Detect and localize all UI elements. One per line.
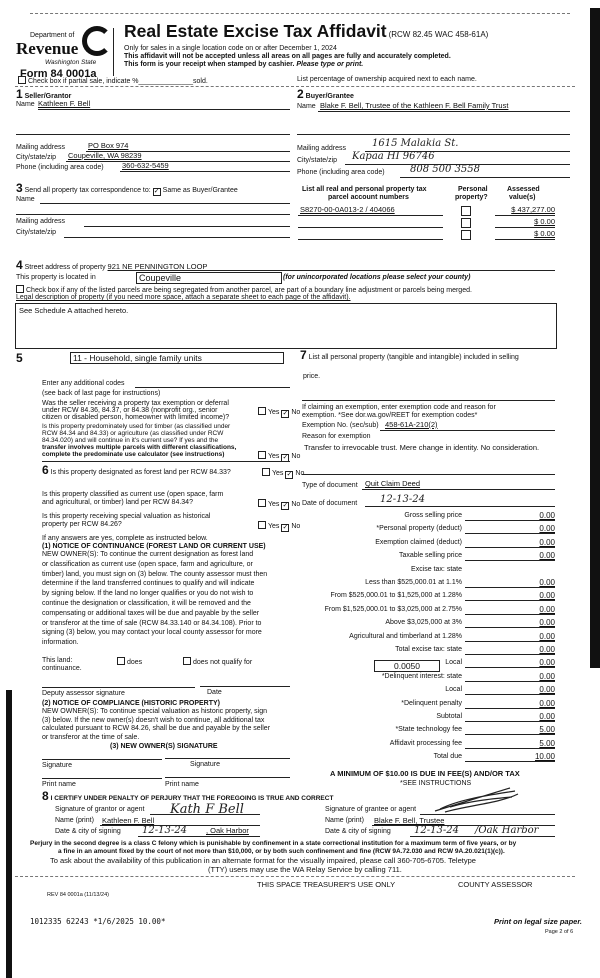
land-use-code-select[interactable]: 11 - Household, single family units	[70, 352, 284, 364]
buyer-city-label: City/state/zip	[297, 157, 338, 164]
grantor-name[interactable]: Kathleen F. Bell	[102, 816, 155, 825]
form-revision: REV 84 0001a (11/13/24)	[47, 892, 109, 898]
recording-stamp: 1012335 62243 *1/6/2025 10.00*	[30, 917, 166, 926]
seller-phone[interactable]: 360-632-5459	[122, 161, 169, 170]
header-divider	[113, 28, 114, 76]
deputy-signature-label: Deputy assessor signature	[42, 690, 125, 697]
tax-row-label: Agricultural and timberland at 1.28%	[349, 632, 462, 640]
tax-row-label: *Delinquent penalty	[401, 699, 462, 707]
document-type[interactable]: Quit Claim Deed	[365, 479, 421, 488]
grantor-date[interactable]: 12-13-24	[142, 825, 187, 836]
tax-row-label: Taxable selling price	[398, 552, 462, 560]
buyer-mail-label: Mailing address	[297, 145, 347, 152]
divider	[15, 86, 575, 87]
q2-no-checkbox[interactable]: ✓	[282, 454, 289, 461]
document-date[interactable]: 12-13-24	[380, 494, 425, 505]
local-rate-field[interactable]: 0.0050	[374, 660, 440, 672]
see-back-note: (see back of last page for instructions)	[42, 390, 161, 397]
current-use-yes-checkbox[interactable]	[258, 499, 266, 507]
perjury-warning: Perjury in the second degree is a class C felony which is punishable by confinement in a state correctional institution for a maximum term of five years, or by	[30, 840, 517, 847]
tax-row-label: Local	[445, 659, 462, 667]
historic-yes-checkbox[interactable]	[258, 521, 266, 529]
exemption-number[interactable]: 458-61A-210(2)	[385, 420, 438, 429]
same-as-buyer-checkbox[interactable]: ✓	[153, 188, 160, 195]
grantee-signature-label: Signature of grantee or agent	[325, 806, 417, 813]
parcel-number[interactable]: S8270-00-0A013-2 / 404066	[300, 205, 395, 214]
correspondence-heading: 3 Send all property tax correspondence to: ✓ Same as Buyer/Grantee	[16, 181, 238, 195]
seller-mail-label: Mailing address	[16, 144, 66, 151]
paragraph-line: information.	[42, 639, 79, 647]
q1-line: under RCW 84.36, 84.37, or 84.38 (nonprofit org., senior	[42, 407, 218, 414]
paragraph-line: determine if the land transferred continues to qualify and will indicate	[42, 580, 255, 588]
tax-row-value[interactable]: 10.00	[534, 752, 555, 762]
form-title: Real Estate Excise Tax Affidavit (RCW 82.45 WAC 458-61A)	[124, 21, 489, 41]
q3-yes-no: Yes ✓ No	[262, 468, 304, 479]
legal-description-field[interactable]: See Schedule A attached hereto.	[15, 303, 557, 349]
corr-city-label: City/state/zip	[16, 229, 57, 236]
tax-row-value[interactable]: 0.00	[539, 524, 555, 534]
q1-yes-checkbox[interactable]	[258, 407, 266, 415]
print-name-label: Print name	[165, 781, 199, 788]
seller-name-label: Name	[16, 101, 35, 108]
grantor-signature[interactable]: Kath F Bell	[170, 802, 244, 817]
accessibility-note: (TTY) users may use the WA Relay Service by calling 711.	[208, 865, 402, 874]
this-land-label: This land:	[42, 657, 73, 664]
parcel-col-header: List all real and personal property tax	[302, 186, 427, 193]
header-line3: This form is your receipt when stamped by cashier. Please type or print.	[124, 61, 364, 68]
tax-row-value[interactable]: 0.00	[539, 591, 555, 601]
tax-row-value[interactable]: 0.00	[539, 511, 555, 520]
seller-mailing-address[interactable]: PO Box 974	[88, 141, 129, 150]
tax-row-label: Excise tax: state	[411, 565, 462, 573]
paragraph-line: compensating or additional taxes will be due and payable by the seller	[42, 609, 260, 617]
paragraph-line: timber) land, you must sign on (3) below. The county assessor must then	[42, 570, 268, 578]
forest-no-checkbox[interactable]: ✓	[286, 471, 293, 478]
certify-heading: 8 I CERTIFY UNDER PENALTY OF PERJURY THAT THE FOREGOING IS TRUE AND CORRECT	[42, 789, 334, 803]
seller-heading: 1 Seller/Grantor	[16, 87, 72, 101]
located-label: This property is located in	[16, 274, 96, 281]
signature-label: Signature	[42, 762, 72, 769]
minimum-due-note: A MINIMUM OF $10.00 IS DUE IN FEE(S) AND/OR TAX	[330, 769, 520, 778]
tax-row-value[interactable]: 0.00	[539, 671, 555, 681]
q2-line: 84.34.020) and will continue in it's current use? If yes and the	[42, 437, 219, 444]
personal-col-header: Personal	[458, 186, 488, 193]
q4-yes-no: Yes ✓ No	[258, 499, 300, 510]
treasurer-use-label: THIS SPACE TREASURER'S USE ONLY	[257, 880, 396, 889]
historic-question: Is this property receiving special valuation as historical	[42, 513, 211, 520]
tax-row-label: From $1,525,000.01 to $3,025,000 at 2.75%	[324, 605, 462, 613]
does-checkbox[interactable]: does	[117, 657, 142, 667]
grantee-name[interactable]: Blake F. Bell, Trustee	[374, 816, 445, 825]
assessed-col-header: Assessed	[507, 186, 540, 193]
county-assessor-label: COUNTY ASSESSOR	[458, 880, 533, 889]
header-line2: This affidavit will not be accepted unless all areas on all pages are fully and accurately completed.	[124, 53, 451, 60]
segregated-checkbox[interactable]: Check box if any of the listed parcels are being segregated from another parcel, are part of a boundary line adjustment or parcels being merged.	[16, 285, 472, 295]
does-not-checkbox[interactable]: does not qualify for	[183, 657, 252, 667]
tax-row-value[interactable]: 0.00	[539, 604, 555, 614]
tax-row-label: *Delinquent interest: state	[381, 672, 462, 680]
exemption-number-label: Exemption No. (sec/sub)	[302, 422, 379, 429]
if-yes-note: If any answers are yes, complete as instructed below.	[42, 535, 208, 542]
location-select[interactable]: Coupeville	[136, 272, 282, 284]
q1-line: Was the seller receiving a property tax exemption or deferral	[42, 400, 229, 407]
ownership-note: List percentage of ownership acquired next to each name.	[297, 76, 477, 83]
paragraph-line: calculated pursuant to RCW 84.26, shall be due and payable by the seller	[42, 725, 271, 732]
personal-property-field[interactable]	[302, 400, 555, 401]
document-type-label: Type of document	[302, 482, 358, 489]
located-note: (for unincorporated locations please select your county)	[283, 274, 471, 281]
notice-continuance-heading: (1) NOTICE OF CONTINUANCE (FOREST LAND OR CURRENT USE)	[42, 543, 266, 550]
q2-yes-no: Yes ✓ No	[258, 451, 300, 462]
buyer-mailing-address[interactable]: 1615 Malakia St.	[372, 138, 459, 149]
tax-row-label: Exemption claimed (deduct)	[375, 538, 462, 546]
personal-property-checkbox[interactable]	[461, 230, 473, 242]
logo-revenue-text: Revenue	[16, 39, 79, 58]
tax-row-label: Affidavit processing fee	[389, 739, 462, 747]
tax-row-value[interactable]: 0.00	[539, 631, 555, 641]
tax-row-value[interactable]: 0.00	[539, 618, 555, 628]
property-street: 4 Street address of property 921 NE PENNINGTON LOOP	[16, 258, 208, 272]
tax-row-value[interactable]: 0.00	[539, 551, 555, 561]
paragraph-line: or transferor at the time of sale.	[42, 733, 140, 741]
page-number: Page 2 of 6	[545, 929, 574, 935]
seller-city[interactable]: Coupeville, WA 98239	[68, 151, 142, 160]
q5-yes-no: Yes ✓ No	[258, 521, 300, 532]
grantor-name-label: Name (print)	[55, 817, 94, 824]
assessed-col-header: value(s)	[509, 194, 536, 201]
legal-label: Legal description of property (if you need more space, attach a separate sheet to each page of the affidavit).	[16, 294, 351, 301]
tax-row-label: Less than $525,000.01 at 1.1%	[365, 579, 462, 586]
print-name-label: Print name	[42, 781, 76, 788]
assessed-value[interactable]: $ 0.00	[534, 217, 555, 226]
logo-dept-text: Department of	[30, 32, 75, 39]
grantee-city[interactable]: /Oak Harbor	[475, 825, 539, 836]
tax-row-label: Subtotal	[436, 713, 462, 720]
seller-phone-label: Phone (including area code)	[16, 164, 104, 171]
personal-col-header: property?	[455, 194, 488, 201]
grantor-date-label: Date & city of signing	[55, 828, 121, 835]
personal-property-checkbox[interactable]	[461, 206, 473, 218]
tax-row-label: *Personal property (deduct)	[376, 525, 462, 533]
assessed-value[interactable]: $ 0.00	[534, 229, 555, 238]
document-date-label: Date of document	[302, 500, 358, 507]
form-number: Form 84 0001a	[20, 68, 97, 80]
tax-row-label: Total due	[433, 753, 462, 761]
continuance-label: continuance.	[42, 665, 82, 672]
tax-row-value[interactable]: 5.00	[539, 725, 555, 735]
q2-line: RCW 84.34 and 84.33) or agriculture (as classified under RCW	[42, 430, 224, 437]
scan-edge-left	[6, 690, 12, 978]
paragraph-line: continue the designation or classification, it will be removed and the	[42, 600, 251, 607]
scan-edge-right	[590, 8, 600, 668]
q2-line: transfer involves multiple parcels with different classifications,	[42, 444, 237, 451]
q2-line: complete the predominate use calculator (see instructions)	[42, 451, 225, 458]
buyer-name[interactable]: Blake F. Bell, Trustee of the Kathleen F. Bell Family Trust	[320, 101, 509, 110]
buyer-phone-label: Phone (including area code)	[297, 169, 385, 176]
grantee-date-label: Date & city of signing	[325, 828, 391, 835]
personal-property-heading: 7 List all personal property (tangible and intangible) included in selling	[300, 348, 519, 362]
grantee-date[interactable]: 12-13-24	[414, 825, 459, 836]
buyer-phone[interactable]: 808 500 3558	[410, 164, 480, 175]
claim-exemption-note: exemption. *See dor.wa.gov/REET for exemption codes*	[302, 412, 478, 419]
tax-row-label: From $525,000.01 to $1,525,000 at 1.28%	[330, 592, 462, 600]
grantee-name-label: Name (print)	[325, 817, 364, 824]
tax-row-value[interactable]: 0.00	[539, 537, 555, 547]
tax-row-value[interactable]: 0.00	[539, 578, 555, 587]
tax-row-value[interactable]: 0.00	[539, 645, 555, 654]
q1-no-checkbox[interactable]: ✓	[282, 410, 289, 417]
q1-yes-no: Yes ✓ No	[258, 407, 300, 418]
tax-row-label: Total excise tax: state	[395, 646, 462, 653]
corr-mail-label: Mailing address	[16, 218, 66, 225]
additional-codes-field[interactable]	[135, 387, 290, 388]
forest-question: 6 Is this property designated as forest land per RCW 84.33?	[42, 463, 231, 477]
tax-row-value[interactable]: 5.00	[539, 738, 555, 748]
perjury-warning: a fine in an amount fixed by the court of not more than $10,000, or by both such confinement and fine (RCW 9A.72.030 and RCW 9A.20.021(1)(c)).	[58, 848, 505, 855]
tax-row-label: *State technology fee	[395, 726, 462, 734]
personal-property-checkbox[interactable]	[461, 218, 473, 230]
grantor-city[interactable]: , Oak Harbor	[206, 826, 249, 835]
signature-label: Signature	[190, 761, 220, 768]
parcel-col-header: parcel account numbers	[328, 194, 409, 201]
seller-name[interactable]: Kathleen F. Bell	[38, 99, 91, 108]
additional-codes-label: Enter any additional codes	[42, 380, 125, 387]
paragraph-line: or transferor at the time of sale (RCW 84.33.140 or 84.34.108). Prior to	[42, 619, 262, 627]
paragraph-line: signing (3) below, you may contact your local county assessor for more	[42, 629, 262, 637]
scan-line-top	[30, 13, 570, 14]
seller-city-label: City/state/zip	[16, 154, 57, 161]
buyer-name-label: Name	[297, 103, 316, 110]
logo-state-text: Washington State	[45, 59, 97, 66]
tax-row-value[interactable]: 0.00	[539, 698, 555, 708]
legal-paper-note: Print on legal size paper.	[494, 917, 582, 926]
q2-line: Is this property predominately used for timber (as classified under	[42, 423, 231, 430]
buyer-city[interactable]: Kapaa HI 96746	[352, 151, 435, 162]
paragraph-line: NEW OWNER(S): To continue the current designation as forest land	[42, 551, 254, 558]
grantor-signature-label: Signature of grantor or agent	[55, 806, 145, 813]
revenue-logo-icon	[82, 26, 112, 56]
claim-exemption-note: If claiming an exemption, enter exemption code and reason for	[302, 404, 496, 411]
see-instructions-note: *SEE INSTRUCTIONS	[400, 780, 472, 787]
current-use-question: Is this property classified as current use (open space, farm	[42, 491, 224, 498]
assessed-value[interactable]: $ 437,277.00	[511, 205, 555, 214]
paragraph-line: by signing below. If the land no longer qualifies or you do not wish to	[42, 590, 254, 598]
tax-row-label: Local	[445, 686, 462, 694]
historic-no-checkbox[interactable]: ✓	[282, 524, 289, 531]
new-owner-signature-heading: (3) NEW OWNER(S) SIGNATURE	[110, 743, 218, 750]
exemption-reason-label: Reason for exemption	[302, 433, 371, 440]
historic-question: property per RCW 84.26?	[42, 521, 122, 528]
section5-number: 5	[16, 351, 23, 365]
grantee-signature[interactable]	[430, 785, 520, 815]
current-use-no-checkbox[interactable]: ✓	[282, 502, 289, 509]
tax-row-value[interactable]: 0.00	[539, 685, 555, 695]
personal-property-heading-2: price.	[303, 373, 321, 380]
q1-line: citizen or disabled person, homeowner with limited income)?	[42, 414, 230, 421]
accessibility-note: To ask about the availability of this publication in an alternate format for the visually impaired, please call 360-705-6705. Teletype	[50, 856, 476, 865]
paragraph-line: (3) below. If the new owner(s) doesn't wish to continue, all additional tax	[42, 716, 265, 724]
exemption-reason[interactable]: Transfer to irrevocable trust. Mere change in identity. No consideration.	[304, 443, 540, 452]
current-use-question: and agricultural, or timber) land per RCW 84.34?	[42, 499, 193, 506]
tax-row-label: Gross selling price	[404, 512, 462, 519]
deputy-date-label: Date	[207, 689, 222, 696]
forest-yes-checkbox[interactable]	[262, 468, 270, 476]
buyer-heading: 2 Buyer/Grantee	[297, 87, 354, 101]
q2-yes-checkbox[interactable]	[258, 451, 266, 459]
paragraph-line: or classification as current use (open space, farm and agriculture, or	[42, 560, 253, 568]
paragraph-line: NEW OWNER(S): To continue special valuation as historic property, sign	[42, 708, 267, 715]
tax-row-value[interactable]: 0.00	[539, 712, 555, 721]
corr-name-label: Name	[16, 196, 35, 203]
notice-compliance-heading: (2) NOTICE OF COMPLIANCE (HISTORIC PROPERTY)	[42, 700, 220, 707]
tax-row-value[interactable]: 0.00	[539, 658, 555, 668]
tax-row-label: Above $3,025,000 at 3%	[385, 619, 462, 627]
header-line1: Only for sales in a single location code on or after December 1, 2024	[124, 45, 337, 52]
partial-sale-checkbox[interactable]: Check box if partial sale, indicate %______________sold.	[18, 76, 208, 86]
